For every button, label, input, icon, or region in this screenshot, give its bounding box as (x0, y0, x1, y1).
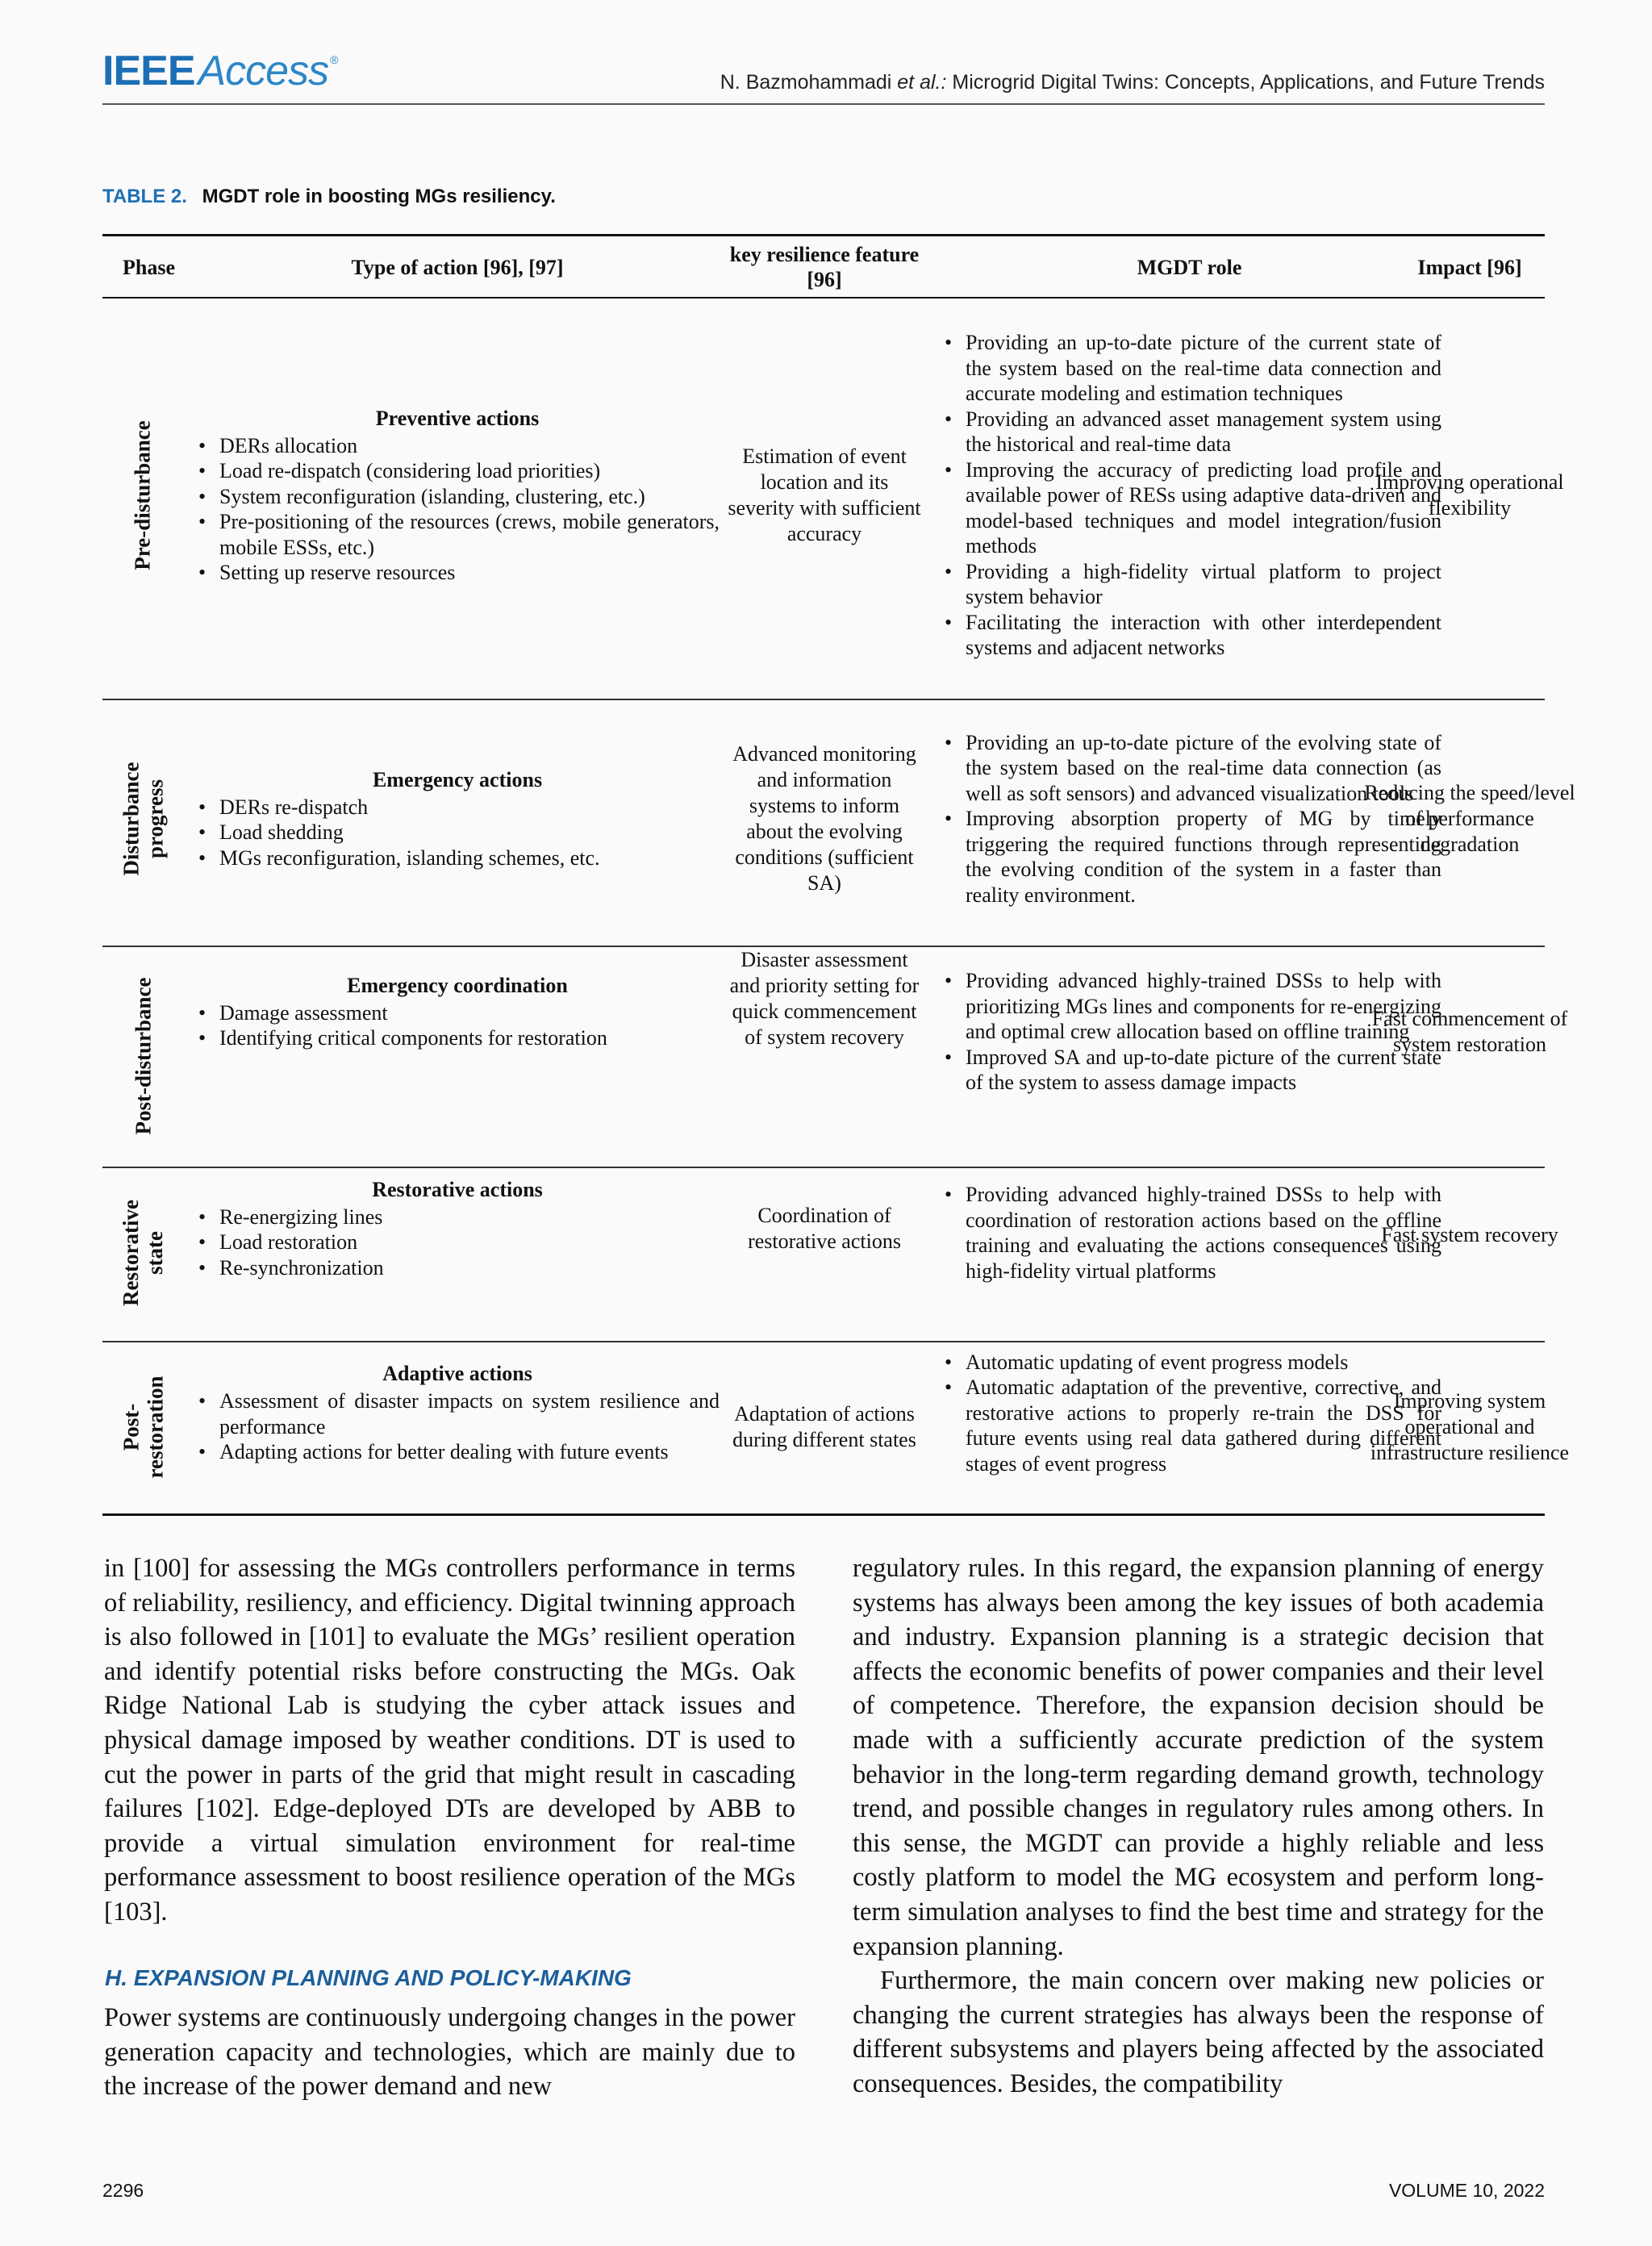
phase-label: Post-restoration (119, 1376, 168, 1479)
list-item: • Automatic updating of event progress models (941, 1350, 1441, 1376)
list-item: • DERs allocation (195, 433, 720, 459)
table-row (102, 298, 1564, 692)
running-head (720, 71, 1545, 94)
list-item: • Re-energizing lines (195, 1204, 720, 1230)
header-impact: Impact [96] (1417, 255, 1522, 279)
role-cell (857, 1168, 1441, 1297)
header-rule (102, 103, 1545, 105)
key-feature-cell: Adaptation of actions during different states (732, 1402, 916, 1451)
list-item: • Improving absorption property of MG by timely triggering the required functions through representing the evolving condition of the system in a faster than reality environment. (941, 806, 1441, 908)
table-row (102, 1342, 1570, 1512)
phase-label: Post-disturbance (131, 977, 155, 1135)
table-row (102, 700, 1575, 937)
list-item: • Setting up reserve resources (195, 560, 720, 586)
role-cell (857, 1342, 1441, 1484)
list-item: • Improving the accuracy of predicting load profile and available power of RESs using adaptive data-driven and model-based techniques and model integration/fusion methods (941, 457, 1441, 559)
list-item: • MGs reconfiguration, islanding schemes, etc. (195, 845, 720, 871)
action-list (195, 1000, 720, 1051)
role-cell (857, 947, 1441, 1117)
key-feature-cell: Advanced monitoring and information systems to inform about the evolving conditions (sufficient SA) (732, 742, 916, 895)
header-action: Type of action [96], [97] (351, 255, 564, 279)
list-item: • Providing an up-to-date picture of the current state of the system based on the real-time data connection and accurate modeling and estimation techniques (941, 330, 1441, 407)
volume-info: VOLUME 10, 2022 (1388, 2180, 1545, 2201)
key-feature-cell: Estimation of event location and its severity with sufficient accuracy (728, 445, 921, 545)
action-cell (195, 700, 720, 937)
list-item: • Providing a high-fidelity virtual platform to project system behavior (941, 559, 1441, 610)
list-item: • Providing an up-to-date picture of the evolving state of the system based on the real-time data connection (as well as soft sensors) and advanced visualization tools (941, 730, 1441, 807)
running-head-etal: et al.: (897, 71, 947, 94)
list-item: • Automatic adaptation of the preventive, corrective, and restorative actions to properly re-train the DSS for future events using real data gathered during different stages of event progress (941, 1375, 1441, 1476)
list-item: • Load shedding (195, 820, 720, 845)
header-role: MGDT role (1137, 255, 1242, 279)
action-list (195, 433, 720, 586)
action-title: Preventive actions (375, 406, 540, 430)
table-label: TABLE 2. (102, 186, 187, 207)
header-phase: Phase (123, 255, 175, 279)
list-item: • Re-synchronization (195, 1255, 720, 1281)
paragraph: Power systems are continuously undergoing changes in the power generation capacity and technologies, which are mainly due to the increase of the power demand and new (104, 2003, 795, 2102)
paragraph: Furthermore, the main concern over making new policies or changing the current strategies has always been the response of different subsystems and players being affected by the associated consequences. Besides, the compatibility (853, 1966, 1544, 2098)
list-item: • Damage assessment (195, 1000, 720, 1026)
logo-trademark: ® (330, 53, 339, 66)
impact-cell: Fast system recovery (1381, 1222, 1558, 1246)
impact-cell: Improving system operational and infrastructure resilience (1370, 1389, 1570, 1464)
action-title: Restorative actions (372, 1177, 543, 1201)
phase-cell (102, 700, 183, 937)
section-heading: H. EXPANSION PLANNING AND POLICY-MAKING (105, 1965, 632, 1990)
list-item: • DERs re-dispatch (195, 795, 720, 820)
key-feature-cell: Coordination of restorative actions (748, 1204, 901, 1253)
action-cell (195, 947, 720, 1076)
list-item: • Providing advanced highly-trained DSSs to help with prioritizing MGs lines and components for re-energizing and optimal crew allocation based on offline training (941, 968, 1441, 1045)
action-title: Emergency coordination (347, 973, 568, 997)
table-caption (102, 186, 556, 208)
phase-label: Disturbance progress (119, 762, 167, 876)
action-title: Emergency actions (372, 767, 543, 791)
list-item: • Improved SA and up-to-date picture of the current state of the system to assess damage impacts (941, 1045, 1441, 1096)
impact-cell: Fast commencement of system restoration (1371, 1007, 1568, 1056)
action-list (195, 1204, 720, 1281)
table-bottom-rule (102, 1513, 1545, 1516)
phase-label: Restorative state (119, 1200, 168, 1306)
key-feature-cell: Disaster assessment and priority setting for quick commencement of system recovery (729, 948, 920, 1049)
ieee-access-logo (102, 47, 338, 94)
paragraph: in [100] for assessing the MGs controllers performance in terms of reliability, resiliency, and efficiency. Digital twinning approach is also followed in [101] to evaluate the MGs’ resilient operation and identify potential risks before constructing the MGs. Oak Ridge National Lab is studying the cyber attack issues and physical damage imposed by weather conditions. DT is used to cut the power in parts of the grid that might result in cascading failures [102]. Edge-deployed DTs are developed by ABB to provide a virtual simulation environment for real-time performance assessment to boost resilience operation of the MGs [103]. (104, 1554, 795, 1927)
role-cell (857, 298, 1441, 692)
running-head-authors: N. Bazmohammadi (720, 71, 892, 94)
action-list (195, 1388, 720, 1465)
left-column (104, 1551, 795, 1930)
list-item: • Adapting actions for better dealing with future events (195, 1439, 720, 1465)
action-list (195, 795, 720, 871)
right-column (853, 1551, 1544, 2102)
page-number: 2296 (102, 2180, 144, 2201)
table-caption-text: MGDT role in boosting MGs resiliency. (202, 186, 556, 207)
paragraph: regulatory rules. In this regard, the expansion planning of energy systems has always been among the key issues of both academia and industry. Expansion planning is a strategic decision that affects the economic benefits of power companies and their level of competence. Therefore, the expansion decision should be made with a sufficiently accurate prediction of the system behavior in the long-term regarding demand growth, technology trend, and possible changes in regulatory rules among others. In this sense, the MGDT can provide a highly reliable and less costly platform to model the MG ecosystem and perform long-term simulation analyses to find the best time and strategy for the expansion planning. (853, 1554, 1544, 1961)
action-cell (195, 1342, 720, 1484)
impact-cell: Improving operational flexibility (1375, 470, 1564, 520)
table-row (102, 947, 1568, 1165)
logo-access-text: Access (198, 48, 329, 94)
list-item: • Providing advanced highly-trained DSSs to help with coordination of restoration actions based on the offline training and evaluating the actions consequences using high-fidelity virtual platforms (941, 1182, 1441, 1284)
action-cell (195, 298, 720, 692)
list-item: • Identifying critical components for restoration (195, 1025, 720, 1051)
phase-cell (102, 1342, 183, 1512)
running-head-title: Microgrid Digital Twins: Concepts, Applications, and Future Trends (952, 71, 1545, 94)
role-cell (857, 700, 1441, 937)
phase-label: Pre-disturbance (131, 420, 156, 570)
list-item: • Pre-positioning of the resources (crews, mobile generators, mobile ESSs, etc.) (195, 509, 720, 560)
table-row (102, 1168, 1558, 1338)
action-cell (195, 1168, 720, 1289)
phase-cell (102, 1168, 183, 1338)
impact-cell: Reducing the speed/level of performance degradation (1364, 781, 1575, 856)
logo-ieee-text: IEEE (102, 48, 195, 94)
phase-cell (102, 947, 183, 1165)
action-title: Adaptive actions (382, 1362, 532, 1386)
left-column-continued (104, 2001, 795, 2104)
list-item: • Facilitating the interaction with other interdependent systems and adjacent networks (941, 610, 1441, 661)
phase-cell (102, 298, 183, 692)
list-item: • Load re-dispatch (considering load priorities) (195, 458, 720, 484)
list-item: • Load restoration (195, 1229, 720, 1255)
list-item: • Providing an advanced asset management system using the historical and real-time data (941, 407, 1441, 457)
header-key: key resilience feature [96] (729, 243, 920, 291)
list-item: • System reconfiguration (islanding, clustering, etc.) (195, 484, 720, 510)
list-item: • Assessment of disaster impacts on system resilience and performance (195, 1388, 720, 1439)
